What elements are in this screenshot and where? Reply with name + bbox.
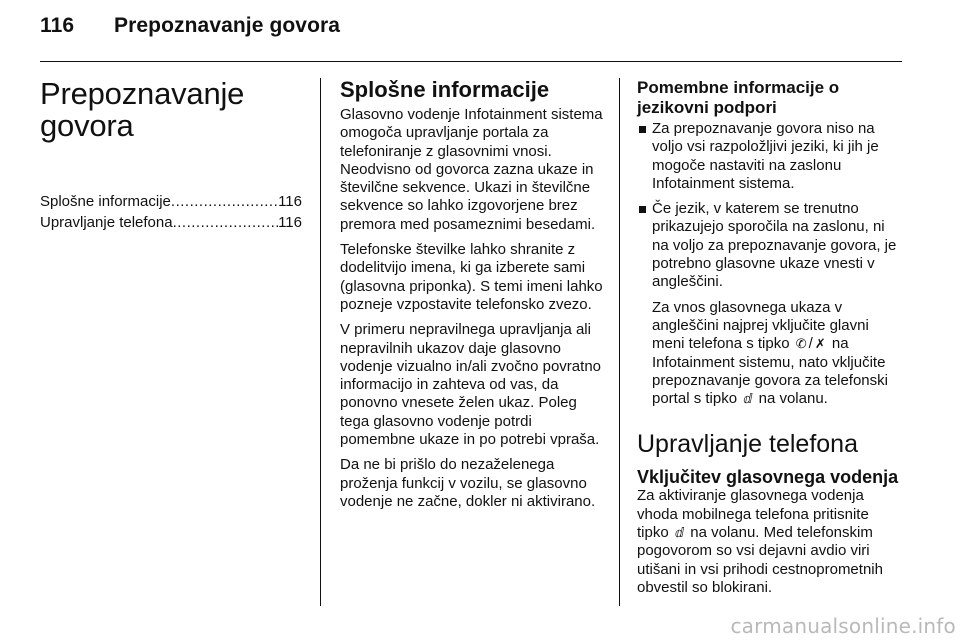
watermark: carmanualsonline.info (730, 614, 956, 638)
toc-entry-phone-control[interactable] (40, 212, 302, 233)
bullet-paragraph: Za vnos glasovnega ukaza v angleščini najprej vključite glavni meni telefona s tipko ✆ / ✗ na Infotainment sistemu, nato vključite prepoznavanje govora za telefonski portal s tipko ⅆ na volanu. (652, 298, 888, 408)
list-item (637, 200, 903, 408)
column-divider-2 (619, 78, 620, 606)
bullet-list (637, 120, 903, 408)
column-2 (340, 78, 604, 518)
column-3 (637, 78, 903, 604)
paragraph: Za aktiviranje glasovnega vodenja vhoda mobilnega telefona pritisnite tipko ⅆ na volanu. Med telefonskim pogovorom so vsi dejavni avdio viri utišani in vsi prihodi cestnoprometnih obvestil so blokirani. (637, 487, 883, 596)
toc-page: 116 (278, 193, 302, 210)
paragraph: Da ne bi prišlo do nezaželenega proženja funkcij v vozilu, se glasovno vodenje ne začne, dokler ni aktivirano. (340, 456, 596, 510)
header-rule (40, 61, 902, 62)
toc-page: 116 (278, 214, 302, 231)
icon-separator: / (808, 335, 813, 353)
hang-up-icon: ✗ (814, 336, 826, 352)
bullet-text: Če jezik, v katerem se trenutno prikazujejo sporočila na zaslonu, ni na voljo za prepoznavanje govora, je potrebno glasovne ukaze vnesti v angleščini. (652, 200, 897, 291)
column-1 (40, 78, 302, 233)
table-of-contents (40, 191, 302, 233)
running-title: Prepoznavanje govora (114, 14, 341, 37)
toc-leader (171, 191, 278, 212)
bullet-text: Za prepoznavanje govora niso na voljo vsi razpoložljivi jeziki, ki jih je mogoče nastaviti na zaslonu Infotainment sistema. (652, 120, 879, 192)
voice-control-icon: ⅆ (674, 525, 685, 541)
paragraph: Telefonske številke lahko shranite z dodelitvijo imena, ki ga izberete sami (glasovna priponka). S temi imeni lahko pozneje vzpostavite telefonsko zvezo. (340, 241, 603, 313)
paragraph: Glasovno vodenje Infotainment sistema omogoča upravljanje portala za telefoniranje z glasovnimi vnosi. Neodvisno od govorca zazna ukaze in številčne sekvence. Ukazi in številčne sekvence so lahko izgovorjene brez premora med posameznimi besedami. (340, 106, 603, 233)
chapter-title-line2: govora (40, 108, 134, 143)
list-item (637, 120, 903, 193)
phone-icon: ✆ (795, 336, 807, 352)
subsection-heading-activation: Vključitev glasovnega vodenja (637, 467, 899, 488)
voice-control-icon: ⅆ (743, 391, 753, 407)
toc-leader (173, 212, 278, 233)
bullet-square-icon (639, 126, 646, 133)
section-heading-phone-control: Upravljanje telefona (637, 430, 858, 459)
page-number: 116 (40, 14, 75, 37)
toc-label: Splošne informacije (40, 193, 171, 210)
toc-entry-general-info[interactable] (40, 191, 302, 212)
subsection-heading-language-support: Pomembne informacije o jezikovni podpori (637, 78, 840, 117)
chapter-title-line1: Prepoznavanje (40, 76, 245, 111)
bullet-square-icon (639, 206, 646, 213)
toc-label: Upravljanje telefona (40, 214, 173, 231)
chapter-title (40, 78, 302, 142)
column-divider-1 (320, 78, 321, 606)
paragraph: V primeru nepravilnega upravljanja ali nepravilnih ukazov daje glasovno vodenje vizualno in/ali zvočno povratno informacijo in zahteva od vas, da ponovno vnesete želen ukaz. Poleg tega glasovno vodenje potrdi pomembne ukaze in po potrebi vpraša. (340, 321, 601, 449)
section-heading-general-info: Splošne informacije (340, 77, 550, 102)
